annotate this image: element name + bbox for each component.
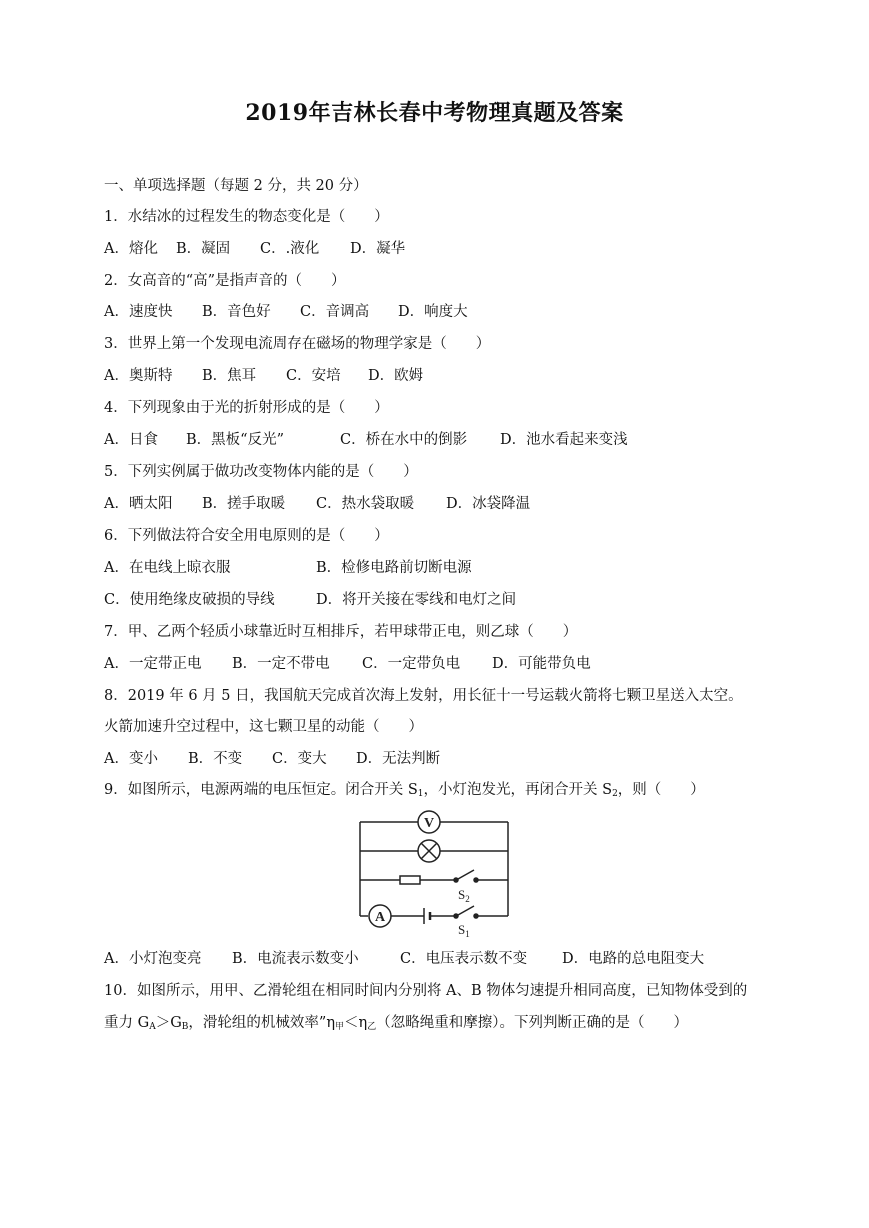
q7-option-c: C．一定带负电 xyxy=(362,656,461,672)
q2-option-d: D．响度大 xyxy=(398,304,468,320)
q6-option-c: C．使用绝缘皮破损的导线 xyxy=(104,592,275,608)
q10-sub-a: A xyxy=(149,1022,156,1032)
q6-option-a: A．在电线上晾衣服 xyxy=(104,560,231,576)
q8-option-b: B．不变 xyxy=(188,751,243,767)
q5-option-d: D．冰袋降温 xyxy=(446,496,531,512)
question-8-stem-line2: 火箭加速升空过程中，这七颗卫星的动能（ ） xyxy=(104,719,423,735)
q3-option-a: A．奥斯特 xyxy=(104,368,173,384)
q2-option-c: C．音调高 xyxy=(300,304,370,320)
question-2-options xyxy=(104,302,468,322)
q3-option-c: C．安培 xyxy=(286,368,341,384)
question-6-stem: 6．下列做法符合安全用电原则的是（ ） xyxy=(104,528,389,544)
question-2-stem: 2．女高音的“高”是指声音的（ ） xyxy=(104,273,346,289)
question-1-stem: 1．水结冰的过程发生的物态变化是（ ） xyxy=(104,209,389,225)
question-1-options xyxy=(104,239,405,259)
q6-option-d: D．将开关接在零线和电灯之间 xyxy=(316,592,517,608)
switch-s2-icon xyxy=(454,870,478,882)
question-8-stem-line1: 8．2019 年 6 月 5 日，我国航天完成首次海上发射，用长征十一号运载火箭将七颗卫星送入太空。 xyxy=(104,688,743,704)
q4-option-b: B．黑板“反光” xyxy=(186,432,284,448)
q10-part-d: ＜η xyxy=(344,1015,368,1031)
circuit-diagram xyxy=(350,808,520,938)
question-9-stem xyxy=(104,780,705,804)
question-8-options xyxy=(104,749,440,769)
resistor-icon xyxy=(400,876,420,884)
q10-sub-jia: 甲 xyxy=(335,1022,345,1032)
q8-option-c: C．变大 xyxy=(272,751,327,767)
q4-option-c: C．桥在水中的倒影 xyxy=(340,432,468,448)
ammeter-label: A xyxy=(374,910,386,925)
s1-label: $S_1$ xyxy=(458,922,470,938)
q5-option-c: C．热水袋取暖 xyxy=(316,496,415,512)
voltmeter-label: V xyxy=(423,816,435,831)
q7-option-b: B．一定不带电 xyxy=(232,656,330,672)
q9-option-b: B．电流表示数变小 xyxy=(232,951,359,967)
q9-sub-2: 2 xyxy=(612,789,618,799)
q1-option-a: A．熔化 xyxy=(104,241,158,257)
question-6-options-row2 xyxy=(104,590,516,610)
question-7-stem: 7．甲、乙两个轻质小球靠近时互相排斥，若甲球带正电，则乙球（ ） xyxy=(104,624,578,640)
q9-option-a: A．小灯泡变亮 xyxy=(104,951,202,967)
q10-part-c: ，滑轮组的机械效率”η xyxy=(188,1015,336,1031)
question-3-stem: 3．世界上第一个发现电流周存在磁场的物理学家是（ ） xyxy=(104,336,491,352)
q8-option-d: D．无法判断 xyxy=(356,751,441,767)
switch-s1-icon xyxy=(454,906,478,918)
question-4-options xyxy=(104,430,628,450)
q4-option-d: D．池水看起来变浅 xyxy=(500,432,628,448)
q9-option-c: C．电压表示数不变 xyxy=(400,951,528,967)
q1-option-b: B．凝固 xyxy=(176,241,231,257)
question-10-stem-line2 xyxy=(104,1013,688,1037)
q8-option-a: A．变小 xyxy=(104,751,158,767)
question-5-options xyxy=(104,494,530,514)
question-4-stem: 4．下列现象由于光的折射形成的是（ ） xyxy=(104,400,389,416)
q10-sub-yi: 乙 xyxy=(367,1022,377,1032)
q1-option-d: D．凝华 xyxy=(350,241,406,257)
question-7-options xyxy=(104,654,591,674)
lamp-icon xyxy=(418,840,440,862)
q5-option-a: A．晒太阳 xyxy=(104,496,173,512)
q9-stem-part2: ，小灯泡发光，再闭合开关 S xyxy=(423,782,613,798)
question-5-stem: 5．下列实例属于做功改变物体内能的是（ ） xyxy=(104,464,418,480)
ammeter-icon xyxy=(369,905,391,927)
q6-option-b: B．检修电路前切断电源 xyxy=(316,560,472,576)
q10-part-a: 重力 G xyxy=(104,1015,150,1031)
q10-part-e: （忽略绳重和摩擦）。下列判断正确的是（ ） xyxy=(376,1015,688,1031)
voltmeter-icon xyxy=(418,811,440,833)
question-3-options xyxy=(104,366,423,386)
question-9-options xyxy=(104,949,704,969)
q5-option-b: B．搓手取暖 xyxy=(202,496,286,512)
battery-icon xyxy=(424,908,430,924)
s2-label: $S_2$ xyxy=(458,887,470,904)
page-title: 2019年吉林长春中考物理真题及答案 xyxy=(245,100,624,126)
q2-option-a: A．速度快 xyxy=(104,304,173,320)
q9-option-d: D．电路的总电阻变大 xyxy=(562,951,705,967)
q9-sub-1: 1 xyxy=(417,789,424,799)
q3-option-d: D．欧姆 xyxy=(368,368,424,384)
section-heading: 一、单项选择题（每题 2 分，共 20 分） xyxy=(104,178,368,194)
q9-stem-part3: ，则（ ） xyxy=(617,782,705,798)
q1-option-c: C．.液化 xyxy=(260,241,320,257)
q3-option-b: B．焦耳 xyxy=(202,368,257,384)
q7-option-d: D．可能带负电 xyxy=(492,656,591,672)
question-6-options-row1 xyxy=(104,558,472,578)
q7-option-a: A．一定带正电 xyxy=(104,656,202,672)
q9-stem-part1: 9．如图所示，电源两端的电压恒定。闭合开关 S xyxy=(104,782,418,798)
q10-sub-b: B xyxy=(181,1022,189,1032)
q4-option-a: A．日食 xyxy=(104,432,158,448)
q10-part-b: ＞G xyxy=(155,1015,182,1031)
q2-option-b: B．音色好 xyxy=(202,304,271,320)
question-10-stem-line1: 10．如图所示，用甲、乙滑轮组在相同时间内分别将 A、B 物体匀速提升相同高度，已知物体受到的 xyxy=(104,983,748,999)
